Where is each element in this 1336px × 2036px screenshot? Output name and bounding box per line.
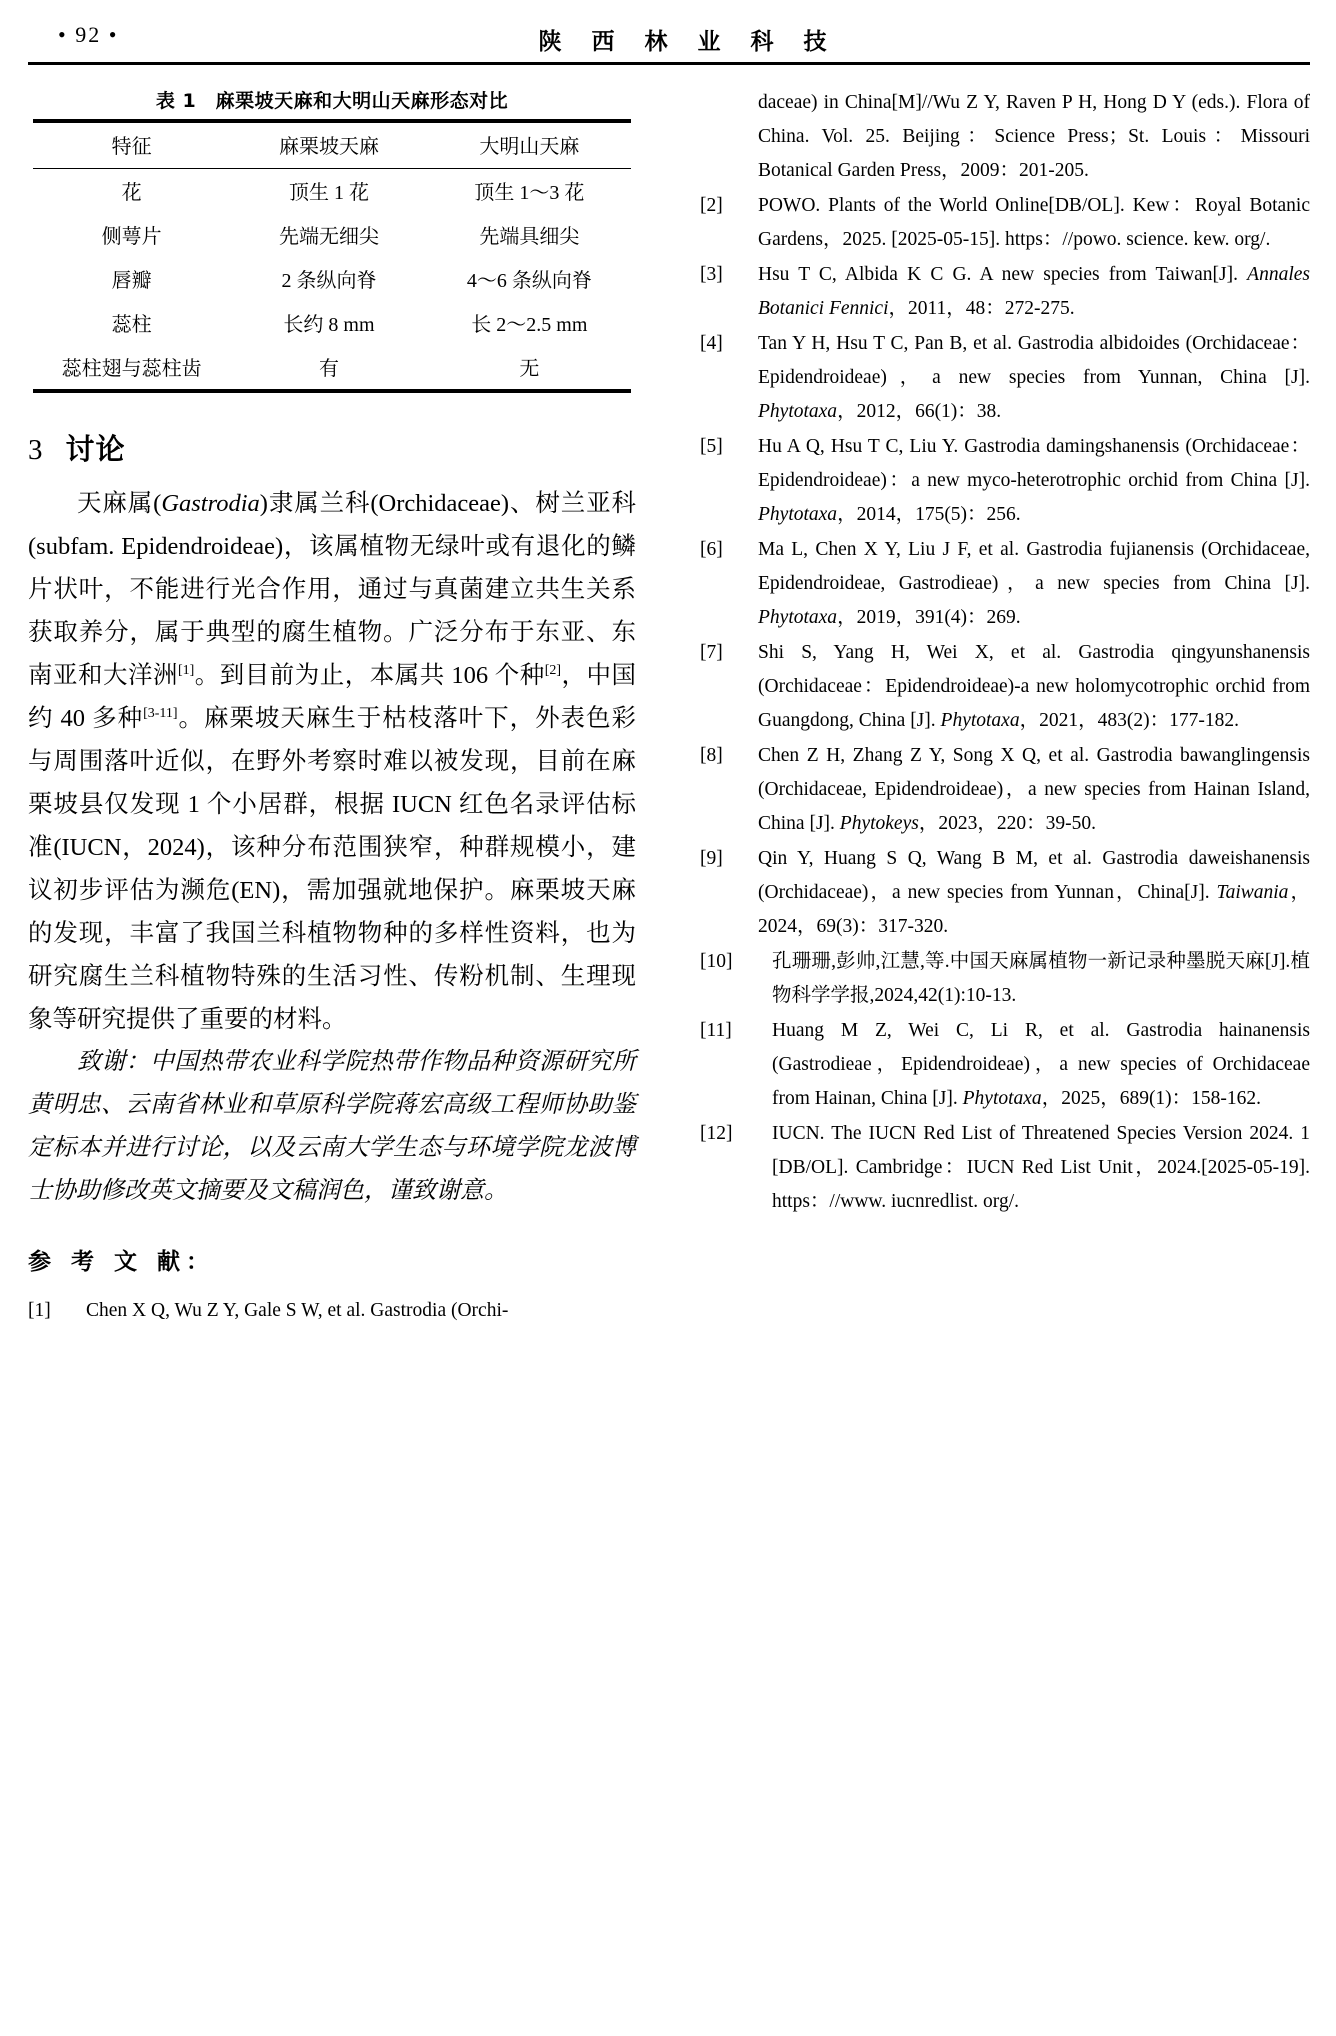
reference-item — [700, 945, 1310, 1013]
table-row — [33, 345, 631, 391]
reference-text: Huang M Z, Wei C, Li R, et al. Gastrodia hainanensis (Gastrodieae，Epidendroideae)，a new species of Orchidaceae from Hainan, China [J]. Phytotaxa，2025，689(1)：158-162. — [772, 1020, 1310, 1109]
table-cell: 顶生 1 花 — [288, 182, 369, 204]
reference-item — [700, 327, 1310, 429]
reference-item — [700, 1014, 1310, 1116]
reference-text: daceae) in China[M]//Wu Z Y, Raven P H, Hong D Y (eds.). Flora of China. Vol. 25. Beijing：Science Press；St. Louis：Missouri Botanical Garden Press，2009：201-205. — [758, 92, 1310, 181]
reference-number: [10] — [700, 951, 733, 972]
reference-number: [9] — [700, 848, 723, 869]
reference-text: Chen Z H, Zhang Z Y, Song X Q, et al. Gastrodia bawanglingensis (Orchidaceae, Epidendroideae)，a new species from Hainan Island, China [J]. Phytokeys，2023，220：39-50. — [758, 745, 1310, 834]
reference-text: Hsu T C, Albida K C G. A new species from Taiwan[J]. Annales Botanici Fennici，2011，48：272-275. — [758, 264, 1310, 319]
table-col-header: 特征 — [111, 136, 152, 158]
reference-item — [700, 636, 1310, 738]
table-row — [33, 213, 631, 257]
table-header-row — [33, 121, 631, 169]
table-cell: 唇瓣 — [111, 270, 152, 292]
reference-number: [5] — [700, 436, 723, 457]
table-row — [33, 169, 631, 214]
reference-item — [700, 189, 1310, 257]
left-column — [28, 86, 636, 1329]
table-col-header: 大明山天麻 — [479, 136, 580, 158]
reference-number: [1] — [28, 1300, 51, 1321]
table-col-header: 麻栗坡天麻 — [278, 136, 379, 158]
reference-number: [11] — [700, 1020, 732, 1041]
reference-text: Ma L, Chen X Y, Liu J F, et al. Gastrodia fujianensis (Orchidaceae, Epidendroideae, Gastrodieae)，a new species from China [J]. Phytotaxa，2019，391(4)：269. — [758, 539, 1310, 628]
running-head — [28, 22, 1308, 62]
reference-item — [700, 430, 1310, 532]
table-cell: 蕊柱 — [111, 314, 152, 336]
morphology-comparison-table — [33, 119, 631, 393]
reference-text: 孔珊珊,彭帅,江慧,等.中国天麻属植物一新记录种墨脱天麻[J].植物科学学报,2024,42(1):10-13. — [772, 951, 1310, 1006]
table-cell: 先端无细尖 — [278, 226, 379, 248]
page-folio: • 92 • — [58, 22, 119, 47]
table-cell: 长约 8 mm — [283, 314, 375, 336]
table-cell: 顶生 1～3 花 — [474, 182, 585, 204]
table-cell: 4～6 条纵向脊 — [466, 270, 592, 292]
references-list-left — [28, 1294, 636, 1328]
reference-item — [700, 739, 1310, 841]
reference-item — [700, 86, 1310, 188]
reference-text: Qin Y, Huang S Q, Wang B M, et al. Gastrodia daweishanensis (Orchidaceae)，a new species from Yunnan，China[J]. Taiwania，2024，69(3)：317-320. — [758, 848, 1310, 937]
reference-number: [8] — [700, 745, 723, 766]
reference-number: [3] — [700, 264, 723, 285]
reference-number: [2] — [700, 195, 723, 216]
table-caption: 表 1 麻栗坡天麻和大明山天麻形态对比 — [155, 90, 509, 112]
reference-item — [700, 533, 1310, 635]
reference-number: [12] — [700, 1123, 733, 1144]
table-cell: 侧萼片 — [101, 226, 162, 248]
reference-item — [700, 258, 1310, 326]
reference-text: IUCN. The IUCN Red List of Threatened Species Version 2024. 1 [DB/OL]. Cambridge：IUCN Red List Unit，2024.[2025-05-19]. https：//www. iucnredlist. org/. — [772, 1123, 1310, 1212]
acknowledgement-paragraph: 致谢：中国热带农业科学院热带作物品种资源研究所黄明忠、云南省林业和草原科学院蒋宏高级工程师协助鉴定标本并进行讨论，以及云南大学生态与环境学院龙波博士协助修改英文摘要及文稿润色，谨致谢意。 — [28, 1049, 636, 1204]
table-row — [33, 301, 631, 345]
right-column — [700, 86, 1310, 1220]
table-cell: 2 条纵向脊 — [281, 270, 377, 292]
reference-text: Tan Y H, Hsu T C, Pan B, et al. Gastrodia albidoides (Orchidaceae：Epidendroideae)，a new species from Yunnan, China [J]. Phytotaxa，2012，66(1)：38. — [758, 333, 1310, 422]
reference-text: Hu A Q, Hsu T C, Liu Y. Gastrodia damingshanensis (Orchidaceae：Epidendroideae)：a new myco-heterotrophic orchid from China [J]. Phytotaxa，2014，175(5)：256. — [758, 436, 1310, 525]
table-cell: 有 — [318, 358, 339, 380]
table-body — [33, 169, 631, 392]
table-cell: 花 — [121, 182, 142, 204]
reference-text: Shi S, Yang H, Wei X, et al. Gastrodia qingyunshanensis (Orchidaceae：Epidendroideae)-a new holomycotrophic orchid from Guangdong, China [J]. Phytotaxa，2021，483(2)：177-182. — [758, 642, 1310, 731]
section-number: 3 — [28, 434, 44, 466]
reference-number: [6] — [700, 539, 723, 560]
table-cell: 蕊柱翅与蕊柱齿 — [61, 358, 202, 380]
table-cell: 先端具细尖 — [479, 226, 580, 248]
reference-text: POWO. Plants of the World Online[DB/OL]. Kew：Royal Botanic Gardens，2025. [2025-05-15]. https：//powo. science. kew. org/. — [758, 195, 1310, 250]
reference-number: [4] — [700, 333, 723, 354]
reference-text: Chen X Q, Wu Z Y, Gale S W, et al. Gastrodia (Orchi- — [86, 1300, 509, 1321]
section-heading-discussion — [28, 427, 636, 468]
header-rule — [28, 62, 1310, 65]
reference-item — [700, 842, 1310, 944]
references-list-right — [700, 86, 1310, 1219]
journal-title: 陕 西 林 业 科 技 — [538, 29, 838, 55]
reference-item — [28, 1294, 636, 1328]
table-cell: 长 2～2.5 mm — [471, 314, 588, 336]
table-row — [33, 257, 631, 301]
reference-number: [7] — [700, 642, 723, 663]
table-cell: 无 — [519, 358, 540, 380]
reference-item — [700, 1117, 1310, 1219]
discussion-paragraph: 天麻属(Gastrodia)隶属兰科(Orchidaceae)、树兰亚科(subfam. Epidendroideae)，该属植物无绿叶或有退化的鳞片状叶，不能进行光合作用，通过与真菌建立共生关系获取养分，属于典型的腐生植物。广泛分布于东亚、东南亚和大洋洲[1]。到目前为止，本属共 106 个种[2]，中国约 40 多种[3-11]。麻栗坡天麻生于枯枝落叶下，外表色彩与周围落叶近似，在野外考察时难以被发现，目前在麻栗坡县仅发现 1 个小居群，根据 IUCN 红色名录评估标准(IUCN，2024)，该种分布范围狭窄，种群规模小，建议初步评估为濒危(EN)，需加强就地保护。麻栗坡天麻的发现，丰富了我国兰科植物物种的多样性资料，也为研究腐生兰科植物特殊的生活习性、传粉机制、生理现象等研究提供了重要的材料。 — [28, 490, 637, 1033]
references-heading: 参 考 文 献： — [28, 1249, 216, 1275]
reference-number — [700, 86, 758, 188]
section-title: 讨论 — [65, 432, 126, 466]
